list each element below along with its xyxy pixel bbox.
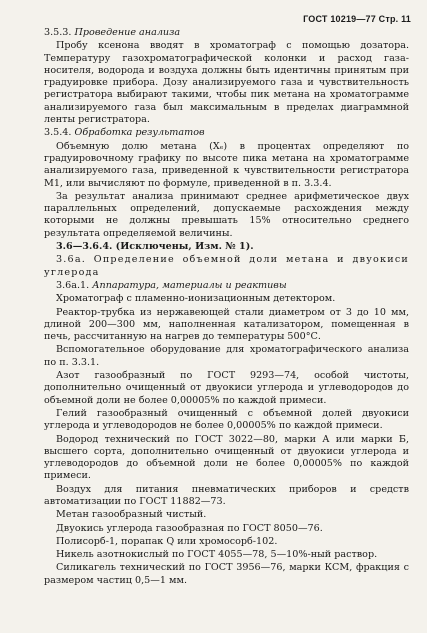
paragraph-excluded: 3.6—3.6.4. (Исключены, Изм. № 1).: [56, 241, 254, 253]
section-number: 3.5.3.: [44, 27, 72, 38]
paragraph: Пробу ксенона вводят в хроматограф с помощью дозатора. Температуру газохроматографической колонки и расход газа-носителя, водорода и воздуха должны быть идентичны принятым при градуировке прибора. Дозу анализируемого газа и чувствительность регистратора выбирают такими, чтобы пик метана на хроматограмме анализируемого газа был максимальным в пределах диаграммной ленты регистратора.: [44, 40, 409, 126]
section-3-5-4: [44, 127, 409, 139]
paragraph: Объемную долю метана (Xₑ) в процентах определяют по градуировочному графику по высоте пика метана на хроматограмме анализируемого газа, приведенной к чувствительности регистратора M1, или вычисляют по формуле, приведенной в п. 3.3.4.: [44, 140, 409, 189]
section-title: Проведение анализа: [74, 27, 181, 38]
paragraph: Силикагель технический по ГОСТ 3956—76, марки КСМ, фракция с размером частиц 0,5—1 мм.: [44, 562, 409, 586]
paragraph: Никель азотнокислый по ГОСТ 4055—78, 5—10%-ный раствор.: [56, 549, 378, 561]
document-body: [44, 27, 409, 587]
paragraph: Двуокись углерода газообразная по ГОСТ 8050—76.: [56, 522, 323, 534]
paragraph: Реактор-трубка из нержавеющей стали диаметром от 3 до 10 мм, длиной 200—300 мм, наполненная катализатором, помещенная в печь, рассчитанную на нагрев до температуры 500°С.: [44, 306, 409, 343]
paragraph-spaced-heading: 3.6а. Определение объемной доли метана и двуокиси углерода: [44, 254, 409, 278]
paragraph: Полисорб-1, порапак Q или хромосорб-102.: [56, 535, 278, 547]
section-title: Обработка результатов: [74, 127, 205, 139]
paragraph: Гелий газообразный очищенный с объемной долей двуокиси углерода и углеводородов не более 0,00005% по каждой примеси.: [44, 407, 409, 432]
section-title: Аппаратура, материалы и реактивы: [92, 279, 287, 291]
paragraph: Метан газообразный чистый.: [56, 509, 207, 521]
section-3-5-3: [44, 27, 409, 39]
paragraph: Воздух для питания пневматических приборов и средств автоматизации по ГОСТ 11882—73.: [44, 483, 409, 507]
paragraph: За результат анализа принимают среднее арифметическое двух параллельных определений, допускаемые расхождения между которыми не должны превышать 15% относительно среднего результата определяемой величины.: [44, 190, 409, 239]
page-header: ГОСТ 10219—77 Стр. 11: [303, 14, 411, 24]
paragraph: Азот газообразный по ГОСТ 9293—74, особой чистоты, дополнительно очищенный от двуокиси углерода и углеводородов до объемной доли не более 0,00005% по каждой примеси.: [44, 370, 409, 406]
section-number: 3.6а.1.: [56, 279, 90, 291]
section-3-6a-1: [44, 280, 409, 292]
section-number: 3.5.4.: [44, 127, 72, 139]
paragraph: Вспомогательное оборудование для хроматографического анализа по п. 3.3.1.: [44, 344, 409, 368]
paragraph: Хроматограф с пламенно-ионизационным детектором.: [56, 293, 336, 305]
paragraph: Водород технический по ГОСТ 3022—80, марки А или марки Б, высшего сорта, дополнительно очищенный от двуокиси углерода и углеводородов до объемной доли не более 0,00005% по каждой примеси.: [44, 433, 409, 482]
